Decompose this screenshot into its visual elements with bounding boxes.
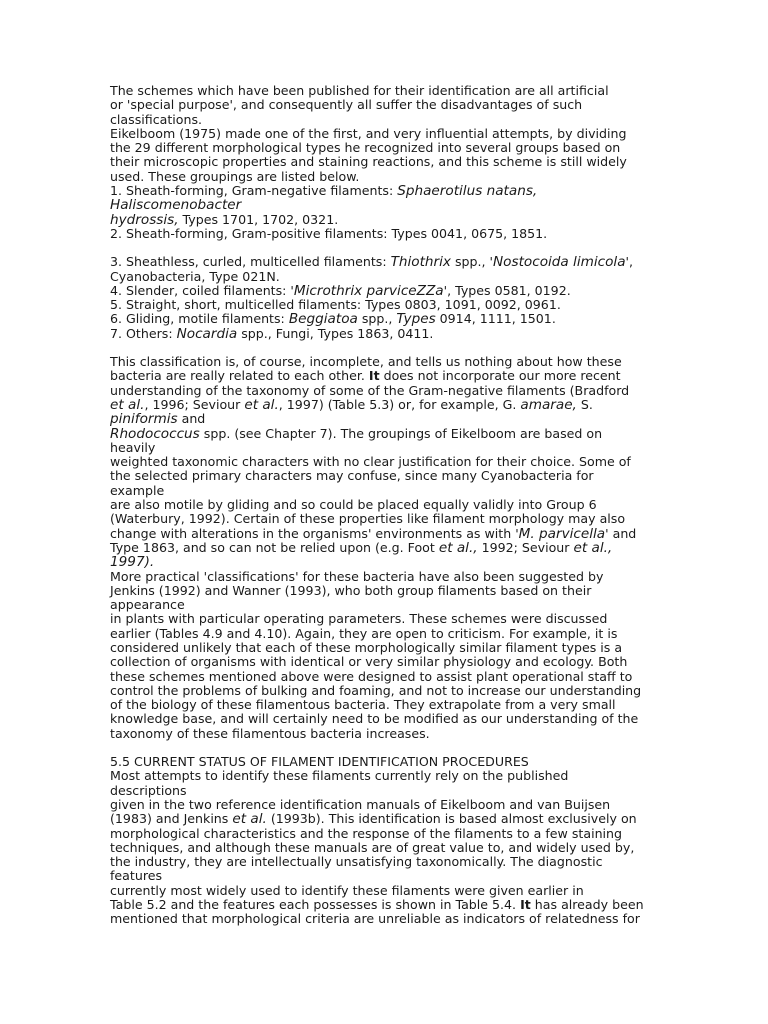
text: , 1997) (Table 5.3) or, for example, G. (278, 396, 521, 412)
text: spp., ' (450, 254, 493, 270)
spacer (110, 341, 668, 355)
text: spp., (357, 311, 397, 327)
italic-text: Sphaerotilus natans, Haliscomenobacter hydrossis, (110, 183, 538, 228)
text: and (181, 411, 206, 427)
text: S. (580, 396, 593, 412)
bold-text: It (368, 368, 380, 384)
text: 0914, 1111, 1501. 7. Others: (110, 311, 556, 341)
text: ', Types 0581, 0192. 5. Straight, short, multicelled filaments: Types 0803, 1091, 0092, 0961. 6. Gliding, motile filaments: (110, 282, 571, 327)
italic-text: Nostocoida limicola (493, 254, 626, 271)
text: (1993b). This identification is based almost exclusively on morphological characteristics and the response of the filaments to a few staining techniques, and although these manuals are of great value to, and widely used by, the industry, they are intellectually unsatisfying taxonomically. The diagnostic features currently most widely used to identify these filaments were given earlier in Table 5.2 and the features each possesses is shown in Table 5.4. (110, 811, 637, 913)
text: spp. (see Chapter 7). The groupings of Eikelboom are based on heavily weighted taxonomic characters with no clear justification for their choice. Some of the selected primary characters may confuse, since many Cyanobacteria for example are also motile by gliding and so could be placed equally validly into Group 6 (Waterbury, 1992). Certain of these properties like filament morphology may also change with alterations in the organisms' environments as with ' (110, 425, 631, 541)
text: 1992; Seviour (477, 539, 574, 555)
text: 3. Sheathless, curled, multicelled filaments: (110, 254, 391, 270)
text: Types 1701, 1702, 0321. 2. Sheath-forming, Gram-positive filaments: Types 0041, 0675, 1851. (110, 211, 548, 241)
text: does not incorporate our more recent understanding of the taxonomy of some of the Gram-negative filaments (Bradford (110, 368, 630, 398)
text: This classification is, of course, incomplete, and tells us nothing about how these bacteria are really related to each other. (110, 354, 622, 384)
text: Most attempts to identify these filaments currently rely on the published descriptions given in the two reference identification manuals of Eikelboom and van Buijsen (1983) and Jenkins (110, 768, 611, 827)
italic-text: et al. (110, 396, 145, 413)
italic-text: amarae, (520, 396, 577, 413)
italic-text: et al. (244, 396, 279, 413)
text: has already been mentioned that morphological criteria are unreliable as indicators of relatedness for (110, 897, 644, 927)
italic-text: piniformis (110, 411, 178, 428)
spacer (110, 241, 668, 255)
italic-text: et al., 1997). (110, 539, 613, 571)
text: ' and Type 1863, and so can not be relied upon (e.g. Foot (110, 525, 637, 555)
paragraph-current-status (110, 755, 668, 927)
bold-text: It (520, 897, 531, 913)
paragraph-intro (110, 84, 668, 241)
italic-text: Types (396, 311, 436, 328)
italic-text: M. parvicella (518, 525, 606, 542)
paragraph-classification (110, 355, 668, 741)
italic-text: Microthrix parviceZZa (293, 282, 444, 299)
spacer (110, 741, 668, 755)
text: More practical 'classifications' for these bacteria have also been suggested by Jenkins (1992) and Wanner (1993), who both group filaments based on their appearance in plants with particular operating parameters. These schemes were discussed earlier (Tables 4.9 and 4.10). Again, they are open to criticism. For example, it is considered unlikely that each of these morphologically similar filament types is a collection of organisms with identical or very similar physiology and ecology. Both these schemes mentioned above were designed to assist plant operational staff to control the problems of bulking and foaming, and not to increase our understanding of the biology of these filamentous bacteria. They extrapolate from a very small knowledge base, and will certainly need to be modified as our understanding of the taxonomy of these filamentous bacteria increases. (110, 568, 642, 741)
text: ', Cyanobacteria, Type 021N. 4. Slender, coiled filaments: ' (110, 254, 634, 298)
italic-text: Thiothrix (390, 254, 451, 271)
italic-text: et al. (232, 811, 267, 828)
italic-text: Nocardia (176, 325, 238, 342)
text: The schemes which have been published for their identification are all artificial or 'special purpose', and consequently all suffer the disadvantages of such classifications. Eikelboom (1975) made one of the first, and very influential attempts, by dividing the 29 different morphological types he recognized into several groups based on their microscopic properties and staining reactions, and this scheme is still widely used. These groupings are listed below. 1. Sheath-forming, Gram-negative filaments: (110, 83, 627, 199)
grouping-list (110, 255, 668, 341)
italic-text: Beggiatoa (288, 311, 358, 328)
text: , 1996; Seviour (144, 396, 245, 412)
text: spp., Fungi, Types 1863, 0411. (237, 325, 434, 341)
italic-text: et al., (438, 539, 478, 556)
section-heading: 5.5 CURRENT STATUS OF FILAMENT IDENTIFICATION PROCEDURES (110, 754, 529, 770)
italic-text: Rhodococcus (110, 425, 200, 442)
